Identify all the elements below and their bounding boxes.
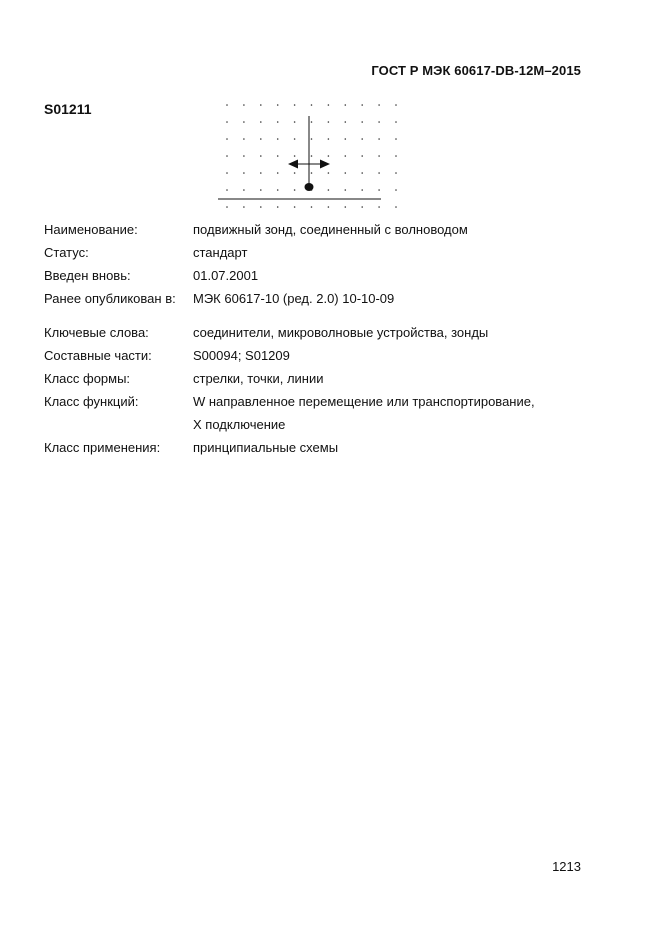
property-row: [44, 436, 535, 459]
property-row: [44, 218, 535, 241]
property-value: соединители, микроволновые устройства, зонды: [193, 325, 489, 340]
property-key: Наименование:: [44, 222, 138, 237]
property-value: стандарт: [193, 245, 248, 260]
property-row: [44, 367, 535, 390]
property-value: W направленное перемещение или транспортирование,: [193, 394, 535, 409]
property-key: Класс применения:: [44, 440, 161, 455]
property-row: [44, 241, 535, 264]
property-row: [44, 264, 535, 287]
property-row: [44, 413, 535, 436]
property-key: Ранее опубликован в:: [44, 291, 176, 306]
property-key: Ключевые слова:: [44, 325, 149, 340]
property-value: X подключение: [193, 417, 286, 432]
document-header: ГОСТ Р МЭК 60617-DB-12M–2015: [371, 63, 581, 78]
properties-group-1: [44, 218, 535, 310]
property-value: МЭК 60617-10 (ред. 2.0) 10-10-09: [193, 291, 395, 306]
properties-group-2: [44, 321, 535, 459]
property-row: [44, 344, 535, 367]
probe-tip: [305, 183, 314, 191]
page-number: 1213: [552, 859, 581, 874]
symbol-code: S01211: [44, 101, 92, 117]
property-row: [44, 390, 535, 413]
property-key: Составные части:: [44, 348, 152, 363]
property-value: S00094; S01209: [193, 348, 290, 363]
property-key: Введен вновь:: [44, 268, 131, 283]
property-value: 01.07.2001: [193, 268, 259, 283]
symbol-grid: [226, 104, 397, 208]
property-row: [44, 321, 535, 344]
motion-arrow-left-head: [288, 160, 298, 169]
property-key: Класс функций:: [44, 394, 139, 409]
property-value: подвижный зонд, соединенный с волноводом: [193, 222, 468, 237]
property-key: [44, 413, 193, 436]
symbol-drawing: [218, 98, 404, 218]
property-value: принципиальные схемы: [193, 440, 339, 455]
symbol-properties: [44, 218, 535, 459]
property-key: Класс формы:: [44, 371, 131, 386]
motion-arrow-right-head: [320, 160, 330, 169]
property-key: Статус:: [44, 245, 89, 260]
property-row: [44, 287, 535, 310]
property-value: стрелки, точки, линии: [193, 371, 324, 386]
